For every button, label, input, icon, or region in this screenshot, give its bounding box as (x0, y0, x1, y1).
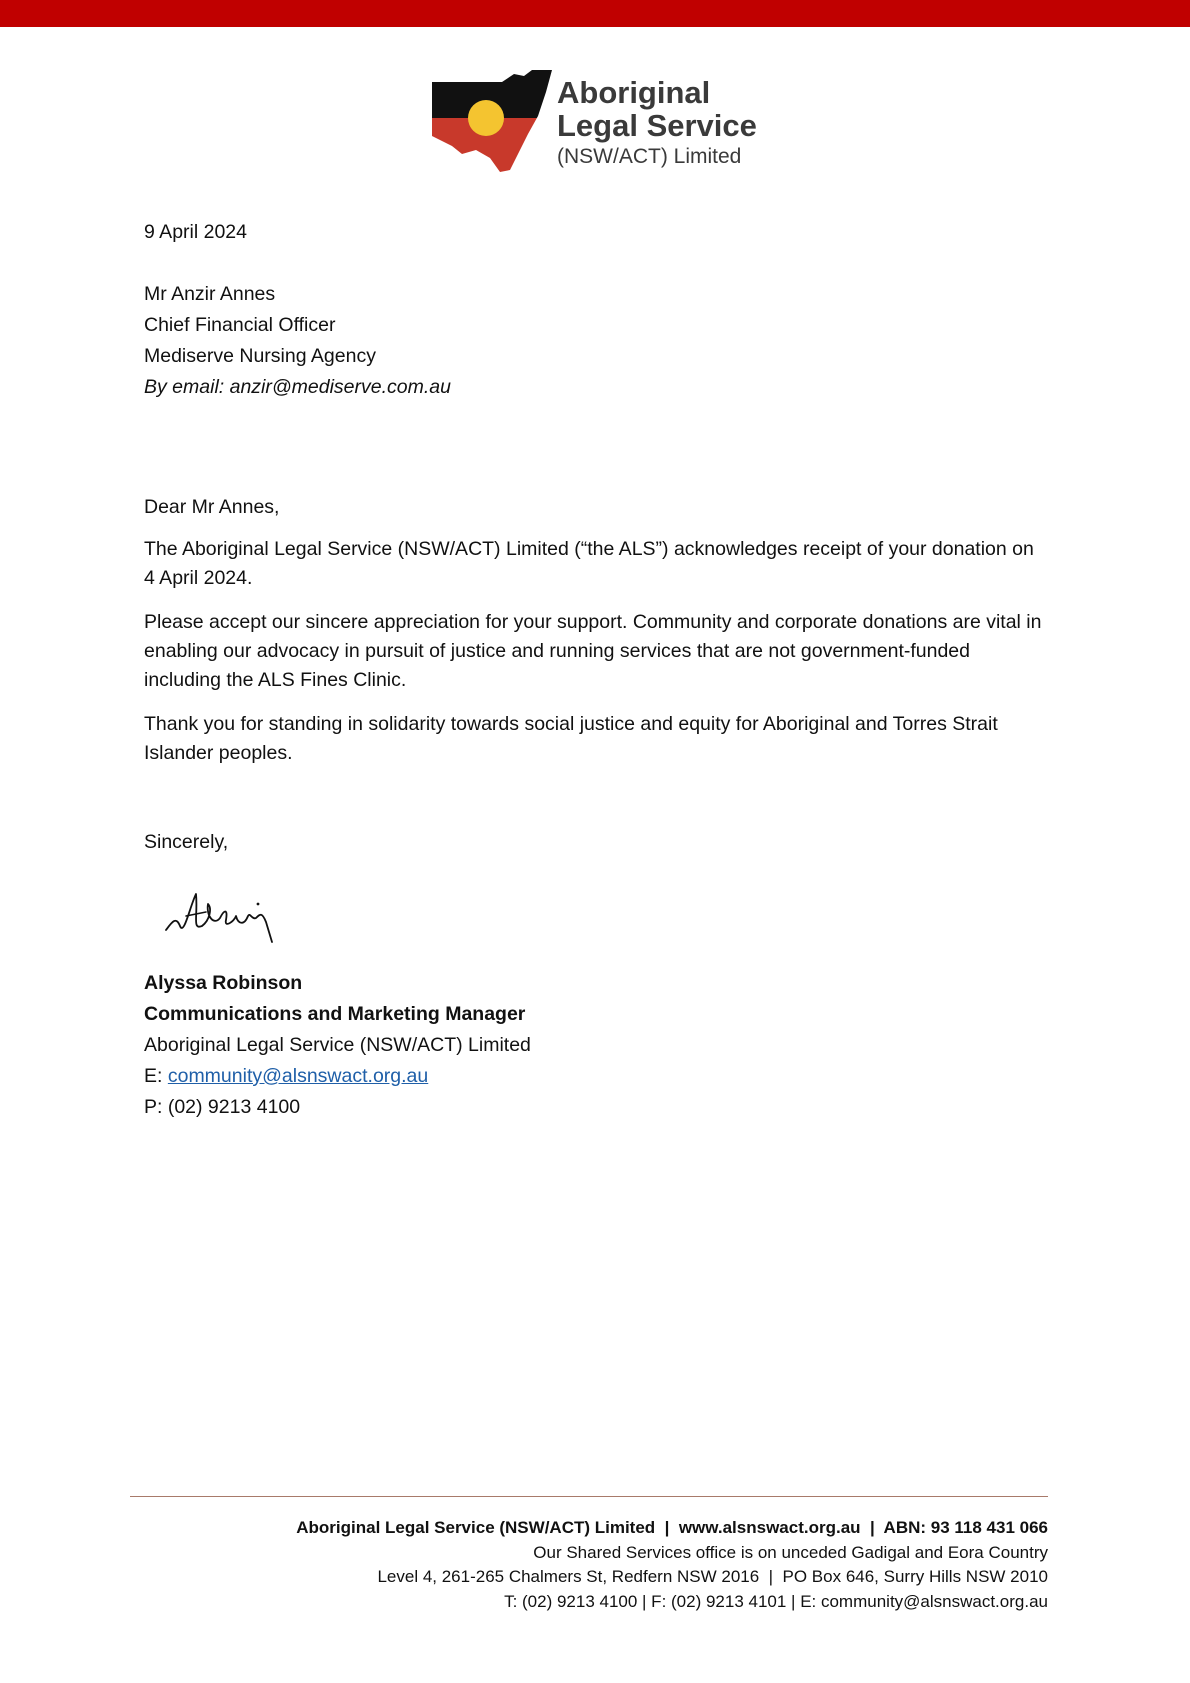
signatory-block (144, 968, 1044, 1123)
paragraph-solidarity: Thank you for standing in solidarity towards social justice and equity for Aboriginal and Torres Strait Islander peoples. (144, 713, 998, 764)
footer-line-3: Level 4, 261-265 Chalmers St, Redfern NSW 2016 | PO Box 646, Surry Hills NSW 2010 (377, 1567, 1048, 1586)
letter-date: 9 April 2024 (144, 221, 247, 243)
recipient-organisation: Mediserve Nursing Agency (144, 345, 376, 367)
signatory-email-link[interactable]: community@alsnswact.org.au (167, 1065, 429, 1087)
logo-line-2: Legal Service (557, 108, 757, 143)
recipient-block (144, 279, 1044, 403)
signatory-organisation: Aboriginal Legal Service (NSW/ACT) Limited (144, 1034, 531, 1056)
als-logo (432, 70, 772, 176)
letterhead-footer (296, 1516, 1048, 1614)
paragraph-acknowledgement: The Aboriginal Legal Service (NSW/ACT) Limited (“the ALS”) acknowledges receipt of your donation on 4 April 2024. (144, 538, 1034, 589)
footer-line-1: Aboriginal Legal Service (NSW/ACT) Limited | www.alsnswact.org.au | ABN: 93 118 431 066 (296, 1518, 1048, 1537)
email-prefix: E: (144, 1065, 168, 1087)
top-red-bar (0, 0, 1190, 27)
signatory-email-line (144, 1061, 1044, 1092)
nsw-flag-map-icon (432, 70, 552, 176)
logo-wordmark (557, 76, 757, 172)
closing: Sincerely, (144, 831, 229, 853)
logo-line-1: Aboriginal (557, 75, 711, 110)
letter-body (144, 217, 1044, 1123)
signatory-name: Alyssa Robinson (144, 972, 303, 994)
footer-divider (130, 1496, 1048, 1497)
signatory-phone: P: (02) 9213 4100 (144, 1096, 301, 1118)
recipient-email-line: By email: anzir@mediserve.com.au (144, 376, 451, 398)
footer-line-2: Our Shared Services office is on unceded Gadigal and Eora Country (533, 1542, 1048, 1562)
footer-line-4: T: (02) 9213 4100 | F: (02) 9213 4101 | E: community@alsnswact.org.au (504, 1591, 1048, 1611)
recipient-name: Mr Anzir Annes (144, 283, 276, 305)
signatory-title: Communications and Marketing Manager (144, 1003, 526, 1025)
salutation: Dear Mr Annes, (144, 496, 280, 518)
logo-line-3: (NSW/ACT) Limited (557, 145, 742, 168)
recipient-title: Chief Financial Officer (144, 314, 336, 336)
signature-icon (162, 886, 302, 946)
handwritten-signature (144, 858, 1044, 968)
paragraph-appreciation: Please accept our sincere appreciation for your support. Community and corporate donations are vital in enabling our advocacy in pursuit of justice and running services that are not government-funded including the ALS Fines Clinic. (144, 611, 1042, 691)
